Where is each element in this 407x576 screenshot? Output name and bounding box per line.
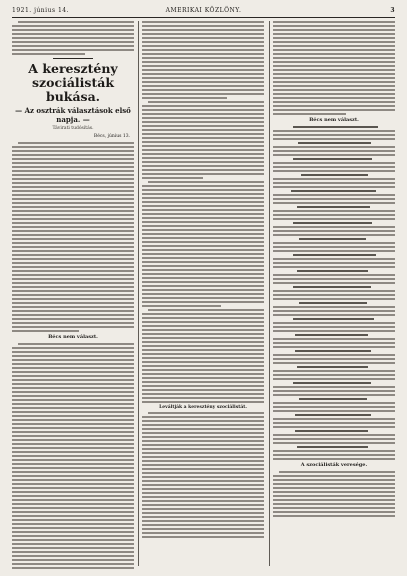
column-rule [269, 21, 270, 566]
article-body [12, 142, 134, 332]
column-3-body-continued [273, 471, 395, 517]
column-2 [142, 21, 264, 569]
issue-date: 1921. június 14. [12, 7, 69, 14]
column-rule [138, 21, 139, 566]
column-1 [12, 21, 134, 569]
article-dateline: Bécs, június 13. [93, 134, 130, 139]
text-block-top [12, 21, 134, 55]
article-body-continued [12, 343, 134, 569]
article-subtitle: — Az osztrák választások első napja. — [15, 106, 131, 124]
section-head: Bécs nem választ. [48, 334, 98, 340]
column-2-subhead: Leváltják a keresztény szociálistát. [159, 405, 247, 410]
column-3-body [273, 21, 395, 115]
column-3-foot-head: A szociálisták veresége. [300, 462, 368, 468]
divider [53, 58, 93, 59]
masthead: AMERIKAI KÖZLÖNY. [165, 7, 242, 14]
column-2-body [142, 21, 264, 403]
column-3-section-head: Bécs nem választ. [309, 117, 359, 123]
column-3 [273, 21, 395, 569]
page-number: 3 [390, 7, 395, 14]
article-headline: A keresztény szociálisták bukása. [28, 61, 118, 104]
running-header [12, 6, 395, 16]
column-2-body-continued [142, 412, 264, 538]
header-rule [12, 17, 395, 18]
article-caption: Távirati tudósítás. [52, 126, 94, 131]
column-3-list [273, 126, 395, 460]
